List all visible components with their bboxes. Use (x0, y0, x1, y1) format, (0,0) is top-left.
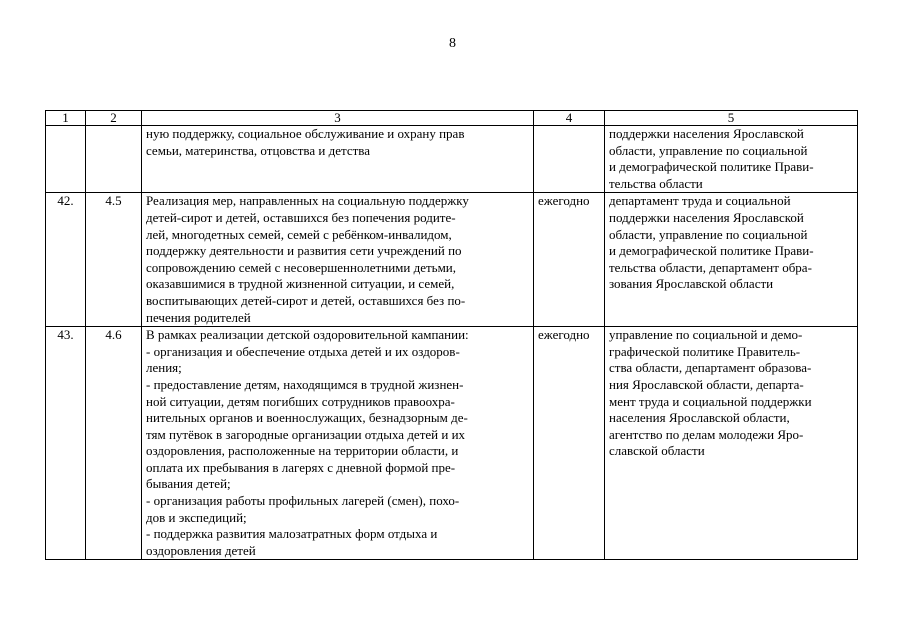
cell-line: печения родителей (146, 309, 251, 325)
cell-line: - предоставление детям, находящимся в трудной жизнен- (146, 376, 464, 392)
table-header-row (46, 111, 858, 126)
cell-line: семьи, материнства, отцовства и детства (146, 142, 371, 158)
table-cell-col-4: ежегодно (534, 327, 605, 560)
table-cell-col-4 (534, 126, 605, 193)
cell-line: области, управление по социальной (609, 226, 808, 242)
table-cell-col-5 (605, 327, 858, 560)
cell-line: и демографической политике Прави- (609, 243, 814, 259)
cell-line: и демографической политике Прави- (609, 159, 814, 175)
table-cell-col-3 (142, 126, 534, 193)
table-row (46, 327, 858, 560)
header-col-2: 2 (86, 111, 142, 126)
cell-line: сопровождению семей с несовершеннолетними детьми, (146, 259, 457, 275)
table-cell-col-2: 4.5 (86, 193, 142, 327)
cell-line: тельства области (609, 175, 703, 191)
table-cell-col-5 (605, 126, 858, 193)
table-row (46, 126, 858, 193)
cell-line: оплата их пребывания в лагерях с дневной формой пре- (146, 459, 456, 475)
cell-line: графической политике Правитель- (609, 343, 801, 359)
table-cell-col-3 (142, 327, 534, 560)
cell-line: управление по социальной и демо- (609, 327, 803, 343)
cell-line: ной ситуации, детям погибших сотрудников правоохра- (146, 393, 455, 409)
table-cell-col-1: 43. (46, 327, 86, 560)
cell-line: - поддержка развития малозатратных форм отдыха и (146, 526, 438, 542)
table-cell-col-1 (46, 126, 86, 193)
cell-line: нительных органов и военнослужащих, безнадзорным де- (146, 410, 468, 426)
cell-line: оздоровления, расположенные на территории области, и (146, 443, 459, 459)
cell-line: лей, многодетных семей, семей с ребёнком-инвалидом, (146, 226, 452, 242)
cell-line: ства области, департамент образова- (609, 360, 812, 376)
cell-line: дов и экспедиций; (146, 509, 247, 525)
cell-line: департамент труда и социальной (609, 193, 791, 209)
page-number: 8 (449, 36, 456, 51)
cell-line: В рамках реализации детской оздоровительной кампании: (146, 327, 469, 343)
header-col-4: 4 (534, 111, 605, 126)
cell-line: зования Ярославской области (609, 276, 774, 292)
header-col-5: 5 (605, 111, 858, 126)
header-col-3: 3 (142, 111, 534, 126)
cell-line: оказавшимися в трудной жизненной ситуации, и семей, (146, 276, 455, 292)
cell-line: ную поддержку, социальное обслуживание и охрану прав (146, 126, 465, 141)
table-cell-col-5 (605, 193, 858, 327)
cell-line: населения Ярославской области, (609, 410, 790, 426)
cell-line: поддержки населения Ярославской (609, 126, 804, 141)
cell-line: мент труда и социальной поддержки (609, 393, 812, 409)
header-col-1: 1 (46, 111, 86, 126)
cell-line: ния Ярославской области, департа- (609, 376, 804, 392)
measures-table (45, 110, 858, 560)
cell-line: детей-сирот и детей, оставшихся без попечения родите- (146, 209, 456, 225)
cell-line: славской области (609, 443, 705, 459)
cell-line: оздоровления детей (146, 542, 256, 558)
cell-line: поддержку деятельности и развития сети учреждений по (146, 243, 462, 259)
cell-line: области, управление по социальной (609, 142, 808, 158)
table-cell-col-1: 42. (46, 193, 86, 327)
cell-line: - организация и обеспечение отдыха детей и их оздоров- (146, 343, 460, 359)
cell-line: - организация работы профильных лагерей (смен), похо- (146, 493, 460, 509)
cell-line: тям путёвок в загородные организации отдыха детей и их (146, 426, 466, 442)
table-cell-col-4: ежегодно (534, 193, 605, 327)
cell-line: поддержки населения Ярославской (609, 209, 804, 225)
cell-line: агентство по делам молодежи Яро- (609, 426, 804, 442)
cell-line: тельства области, департамент обра- (609, 259, 812, 275)
cell-line: ления; (146, 360, 182, 376)
table-cell-col-3 (142, 193, 534, 327)
table-cell-col-2: 4.6 (86, 327, 142, 560)
table-row (46, 193, 858, 327)
cell-line: бывания детей; (146, 476, 231, 492)
cell-line: воспитывающих детей-сирот и детей, оставшихся без по- (146, 292, 466, 308)
table-cell-col-2 (86, 126, 142, 193)
cell-line: Реализация мер, направленных на социальную поддержку (146, 193, 469, 209)
